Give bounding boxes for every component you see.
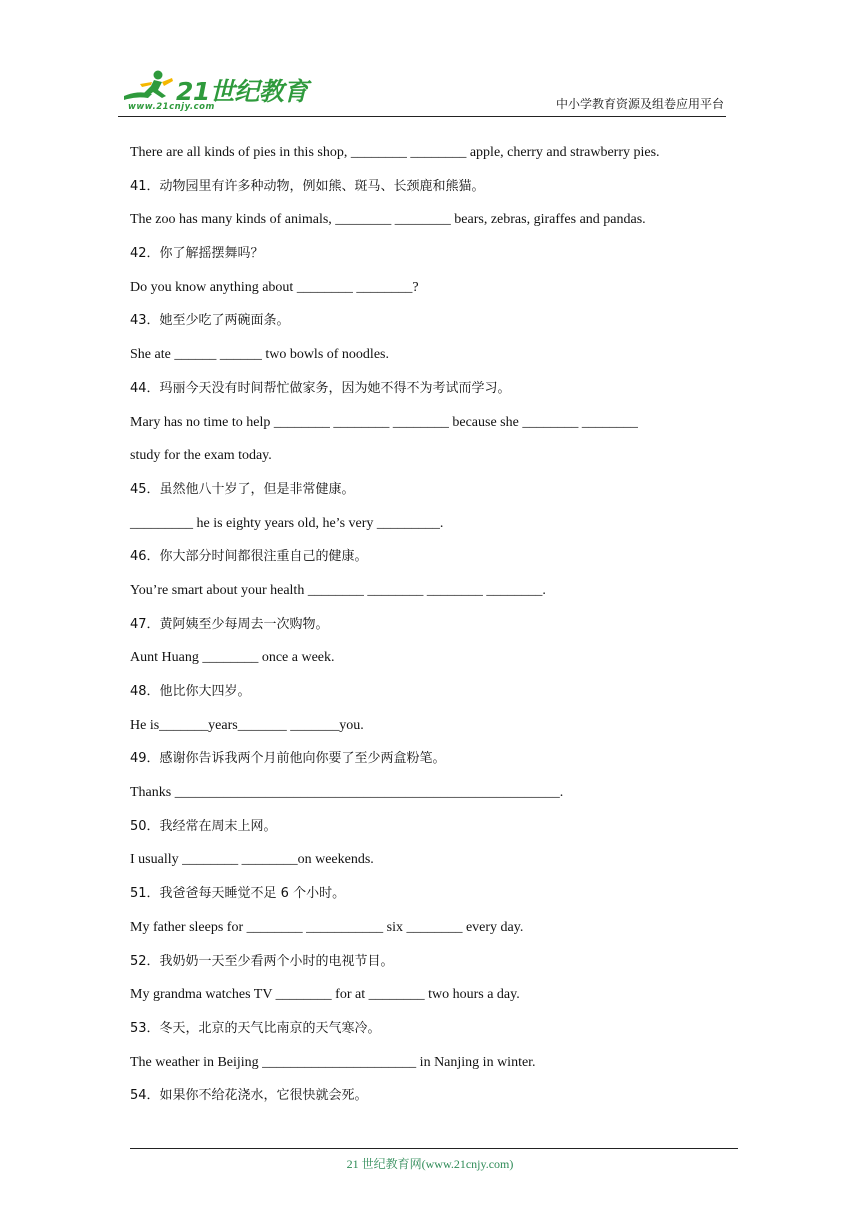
exercise-line: He is_______years_______ _______you. <box>130 717 364 733</box>
exercise-line: You’re smart about your health ________ ________ ________ ________. <box>130 582 546 598</box>
exercise-line: My grandma watches TV ________ for at ________ two hours a day. <box>130 987 520 1003</box>
exercise-line: Thanks _______________________________________________________. <box>130 785 564 801</box>
exercise-line: There are all kinds of pies in this shop, ________ ________ apple, cherry and strawberry pies. <box>130 145 660 160</box>
exercise-line: 43．她至少吃了两碗面条。 <box>130 313 290 329</box>
exercise-line: 54．如果你不给花浇水，它很快就会死。 <box>130 1088 368 1104</box>
site-logo[interactable] <box>118 66 308 114</box>
exercise-line: I usually ________ ________on weekends. <box>130 852 374 868</box>
exercise-content <box>130 141 750 1118</box>
platform-tagline: 中小学教育资源及组卷应用平台 <box>555 97 724 111</box>
exercise-line: Mary has no time to help ________ ________ ________ because she ________ ________ <box>130 414 638 430</box>
exercise-line: 52．我奶奶一天至少看两个小时的电视节目。 <box>130 953 394 969</box>
exercise-line: The weather in Beijing ______________________ in Nanjing in winter. <box>130 1054 536 1070</box>
exercise-line: 47．黄阿姨至少每周去一次购物。 <box>130 616 329 632</box>
exercise-line: 46．你大部分时间都很注重自己的健康。 <box>130 549 368 565</box>
exercise-line: Aunt Huang ________ once a week. <box>130 650 335 666</box>
exercise-line: 42．你了解摇摆舞吗？ <box>130 246 264 262</box>
exercise-line: 53．冬天，北京的天气比南京的天气寒冷。 <box>130 1020 381 1036</box>
exercise-line: 49．感谢你告诉我两个月前他向你要了至少两盒粉笔。 <box>130 751 446 767</box>
logo-url: www.21cnjy.com <box>128 102 215 112</box>
page-header <box>118 62 726 120</box>
header-divider <box>118 116 726 117</box>
exercise-line: study for the exam today. <box>130 448 272 464</box>
exercise-line: 50．我经常在周末上网。 <box>130 818 277 834</box>
exercise-line: The zoo has many kinds of animals, ________ ________ bears, zebras, giraffes and pandas. <box>130 212 646 228</box>
exercise-line: My father sleeps for ________ ___________ six ________ every day. <box>130 919 524 935</box>
footer-link[interactable]: 21 世纪教育网(www.21cnjy.com) <box>346 1157 514 1171</box>
exercise-line: 45．虽然他八十岁了，但是非常健康。 <box>130 481 355 497</box>
exercise-line: 48．他比你大四岁。 <box>130 684 251 699</box>
exercise-line: Do you know anything about ________ ________? <box>130 279 419 295</box>
exercise-line: She ate ______ ______ two bowls of noodles. <box>130 347 389 363</box>
exercise-line: 51．我爸爸每天睡觉不足 6 个小时。 <box>130 886 346 902</box>
logo-text: 21世纪教育 <box>176 77 308 106</box>
exercise-line: _________ he is eighty years old, he’s very _________. <box>130 515 444 531</box>
exercise-line: 41．动物园里有许多种动物，例如熊、斑马、长颈鹿和熊猫。 <box>130 178 485 194</box>
exercise-line: 44．玛丽今天没有时间帮忙做家务，因为她不得不为考试而学习。 <box>130 380 511 396</box>
footer-divider <box>130 1148 738 1149</box>
runner-logo-icon <box>118 66 178 106</box>
